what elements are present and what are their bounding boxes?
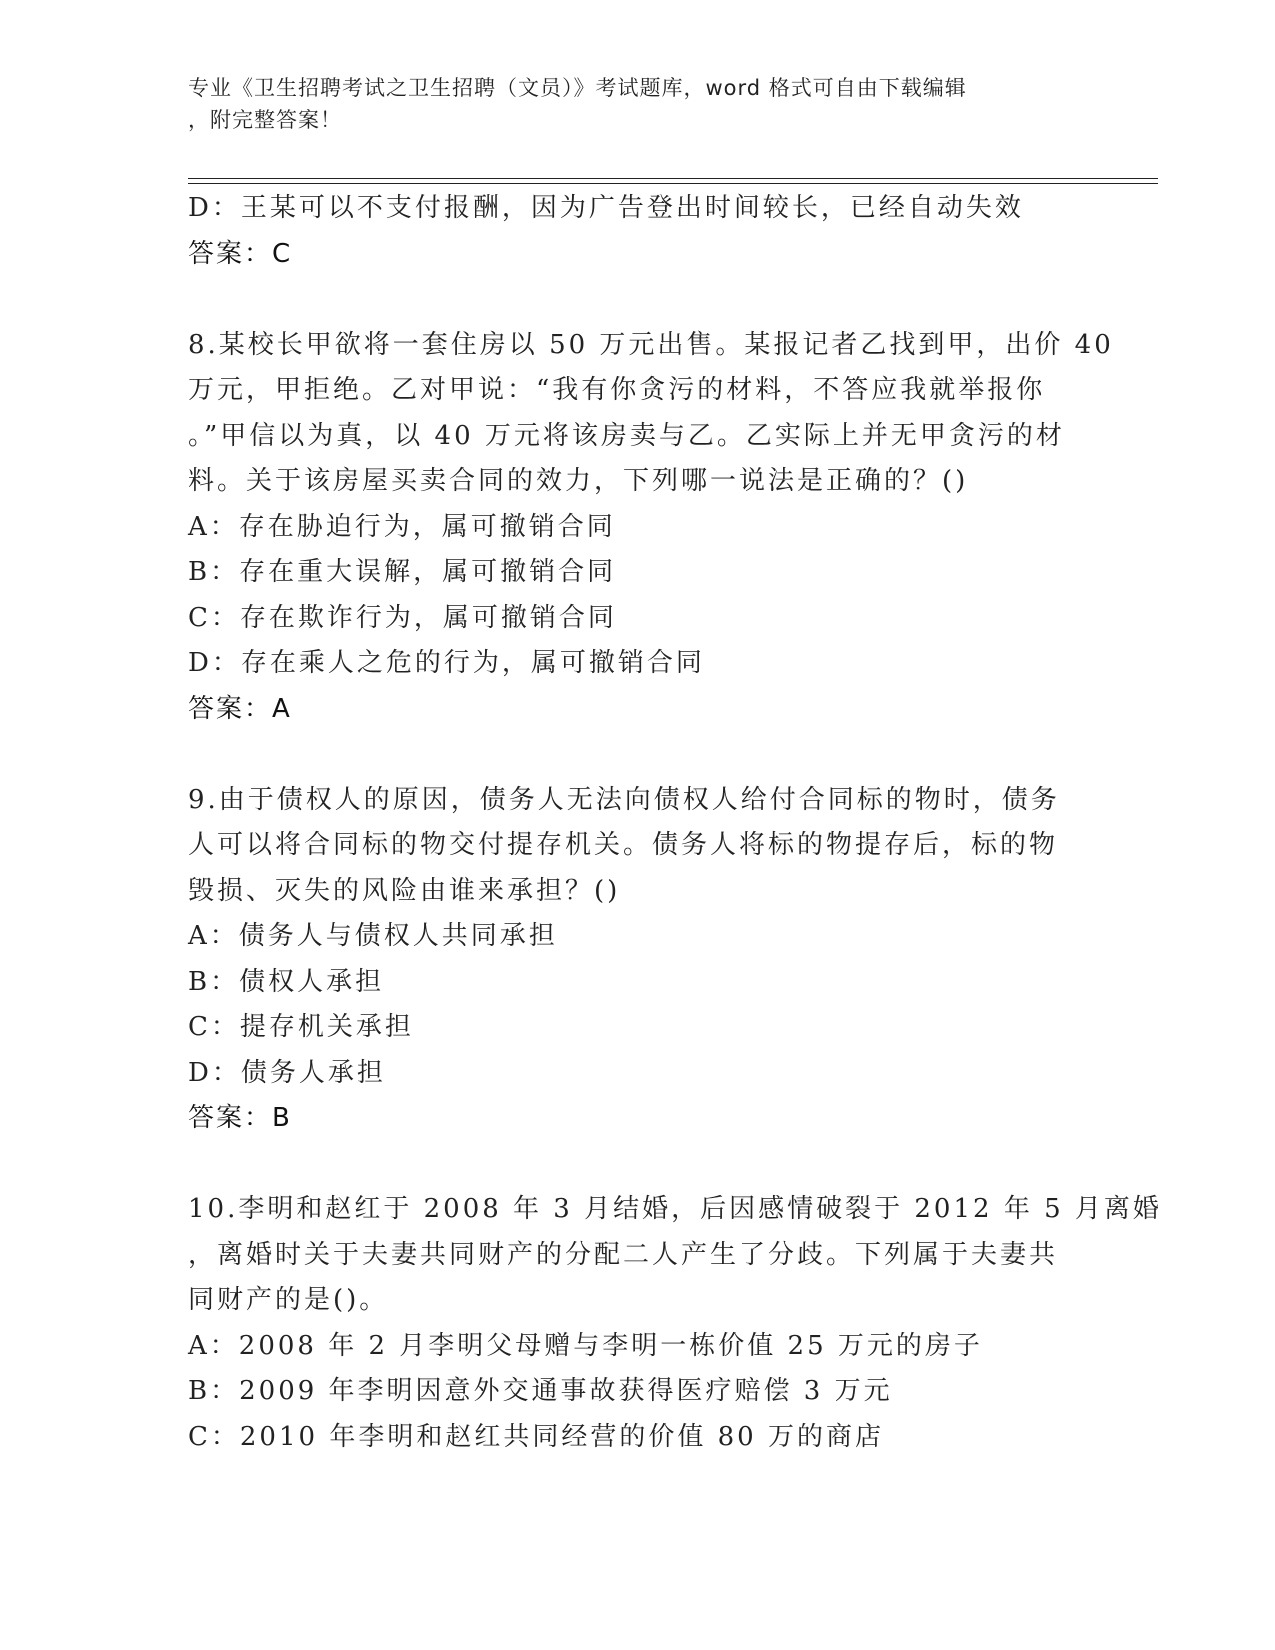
q9-stem-line-3: 毁损、灭失的风险由谁来承担？() — [188, 875, 621, 906]
q8-stem-line-3: 。”甲信以为真，以 40 万元将该房卖与乙。乙实际上并无甲贪污的材 — [188, 420, 1065, 451]
q10-option-c: C：2010 年李明和赵红共同经营的价值 80 万的商店 — [188, 1421, 884, 1452]
q10-stem-line-1: 10.李明和赵红于 2008 年 3 月结婚，后因感情破裂于 2012 年 5 月离婚 — [188, 1194, 1162, 1224]
q8-option-d: D：存在乘人之危的行为，属可撤销合同 — [188, 648, 705, 678]
page-header — [188, 72, 1088, 136]
q8-option-b: B：存在重大误解，属可撤销合同 — [188, 557, 617, 587]
q10-option-b: B：2009 年李明因意外交通事故获得医疗赔偿 3 万元 — [188, 1376, 893, 1406]
header-divider-bottom — [188, 183, 1158, 184]
q9-option-b: B：债权人承担 — [188, 966, 385, 997]
q9-stem-line-1: 9.由于债权人的原因，债务人无法向债权人给付合同标的物时，债务 — [188, 784, 1060, 815]
q8-stem-line-2: 万元，甲拒绝。乙对甲说：“我有你贪污的材料，不答应我就举报你 — [188, 375, 1046, 405]
spacer — [188, 1142, 1088, 1188]
question-10 — [188, 1187, 1162, 1460]
q9-answer: 答案：B — [188, 1103, 292, 1133]
prev-option-d: D：王某可以不支付报酬，因为广告登出时间较长，已经自动失效 — [188, 193, 1024, 223]
header-line-2: ，附完整答案！ — [188, 108, 342, 132]
q8-answer: 答案：A — [188, 693, 292, 724]
question-9 — [188, 778, 1088, 1142]
q8-stem-line-4: 料。关于该房屋买卖合同的效力，下列哪一说法是正确的？() — [188, 466, 969, 496]
header-line-1: 专业《卫生招聘考试之卫生招聘（文员）》考试题库，word 格式可自由下载编辑 — [188, 76, 967, 100]
q10-stem-line-3: 同财产的是()。 — [188, 1285, 389, 1315]
q10-stem-line-2: ，离婚时关于夫妻共同财产的分配二人产生了分歧。下列属于夫妻共 — [188, 1239, 1059, 1270]
spacer — [188, 732, 1088, 778]
q9-option-a: A：债务人与债权人共同承担 — [188, 921, 558, 951]
prev-answer: 答案：C — [188, 238, 293, 269]
q9-option-d: D：债务人承担 — [188, 1057, 386, 1088]
document-body — [188, 186, 1162, 1460]
q8-option-c: C：存在欺诈行为，属可撤销合同 — [188, 602, 617, 633]
spacer — [188, 277, 1088, 323]
q9-stem-line-2: 人可以将合同标的物交付提存机关。债务人将标的物提存后，标的物 — [188, 830, 1059, 860]
q10-option-a: A：2008 年 2 月李明父母赠与李明一栋价值 25 万元的房子 — [188, 1330, 983, 1361]
question-8 — [188, 323, 1114, 733]
q8-option-a: A：存在胁迫行为，属可撤销合同 — [188, 511, 616, 542]
q8-stem-line-1: 8.某校长甲欲将一套住房以 50 万元出售。某报记者乙找到甲，出价 40 — [188, 329, 1114, 360]
header-divider-top — [188, 178, 1158, 179]
q9-option-c: C：提存机关承担 — [188, 1012, 414, 1042]
